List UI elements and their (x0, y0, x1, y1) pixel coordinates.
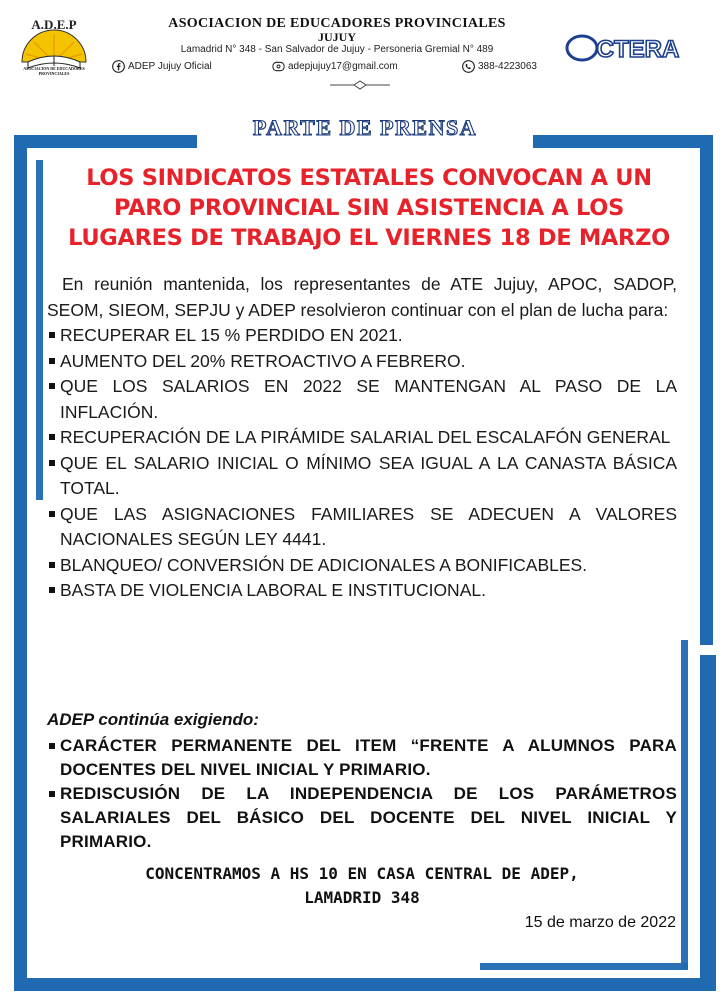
frame-right-upper (700, 135, 713, 645)
contact-phone[interactable] (462, 60, 537, 73)
divider-ornament (320, 80, 400, 90)
list-item: CARÁCTER PERMANENTE DEL ITEM “FRENTE A ALUMNOS PARA DOCENTES DEL NIVEL INICIAL Y PRIMARIO. (47, 734, 677, 782)
adep-demands-list (47, 734, 677, 854)
contact-email[interactable] (272, 60, 398, 73)
frame-left (14, 144, 27, 984)
demand-list (47, 323, 677, 604)
press-body (47, 272, 677, 604)
frame-inner-bottom-bar (480, 963, 688, 970)
logo-lettering: A.D.E.P (31, 17, 77, 32)
phone-label: 388-4223063 (478, 61, 537, 72)
frame-bottom (14, 978, 716, 991)
facebook-icon (112, 60, 125, 73)
letterhead (0, 0, 720, 100)
list-item: RECUPERAR EL 15 % PERDIDO EN 2021. (47, 323, 677, 349)
frame-inner-corner (36, 160, 43, 500)
organization-name: ASOCIACION DE EDUCADORES PROVINCIALES (168, 16, 506, 31)
ctera-logo (564, 34, 708, 62)
headline-line-3: LUGARES DE TRABAJO EL VIERNES 18 DE MARZO (68, 225, 670, 251)
headline (44, 163, 694, 253)
email-label: adepjujuy17@gmail.com (288, 61, 398, 72)
frame-top-right (533, 135, 713, 148)
document-date: 15 de marzo de 2022 (524, 914, 676, 931)
organization-city: JUJUY (318, 30, 356, 44)
list-item: QUE LAS ASIGNACIONES FAMILIARES SE ADECUEN A VALORES NACIONALES SEGÚN LEY 4441. (47, 502, 677, 553)
headline-line-1: LOS SINDICATOS ESTATALES CONVOCAN A UN (86, 165, 652, 191)
list-item: RECUPERACIÓN DE LA PIRÁMIDE SALARIAL DEL ESCALAFÓN GENERAL (47, 425, 677, 451)
closing-line-1: CONCENTRAMOS A HS 10 EN CASA CENTRAL DE ADEP, (145, 864, 579, 883)
frame-inner-bottom (681, 640, 688, 970)
email-icon (272, 60, 285, 73)
phone-icon (462, 60, 475, 73)
list-item: AUMENTO DEL 20% RETROACTIVO A FEBRERO. (47, 349, 677, 375)
demands-heading: ADEP continúa exigiendo: (47, 710, 259, 729)
list-item: BASTA DE VIOLENCIA LABORAL E INSTITUCIONAL. (47, 578, 677, 604)
list-item: QUE LOS SALARIOS EN 2022 SE MANTENGAN AL PASO DE LA INFLACIÓN. (47, 374, 677, 425)
ctera-lettering: CTERA (596, 36, 680, 62)
contact-bar (112, 60, 582, 76)
intro-paragraph: En reunión mantenida, los representantes de ATE Jujuy, APOC, SADOP, SEOM, SIEOM, SEPJU y ADEP resolvieron continuar con el plan de lucha para: (47, 274, 677, 320)
list-item: QUE EL SALARIO INICIAL O MÍNIMO SEA IGUAL A LA CANASTA BÁSICA TOTAL. (47, 451, 677, 502)
facebook-label: ADEP Jujuy Oficial (128, 61, 212, 72)
contact-facebook[interactable] (112, 60, 212, 73)
headline-line-2: PARO PROVINCIAL SIN ASISTENCIA A LOS (114, 195, 624, 221)
section-title (200, 114, 530, 140)
list-item: BLANQUEO/ CONVERSIÓN DE ADICIONALES A BONIFICABLES. (47, 553, 677, 579)
section-title-text: PARTE DE PRENSA (252, 115, 478, 140)
organization-address: Lamadrid N° 348 - San Salvador de Jujuy - Personeria Gremial N° 489 (180, 44, 494, 55)
logo-subtitle: ASOCIACION DE EDUCADORES PROVINCIALES (23, 66, 85, 76)
frame-top (14, 135, 197, 148)
closing-call (47, 862, 677, 910)
frame-right-lower (700, 655, 716, 991)
list-item: REDISCUSIÓN DE LA INDEPENDENCIA DE LOS PARÁMETROS SALARIALES DEL BÁSICO DEL DOCENTE DEL NIVEL INICIAL Y PRIMARIO. (47, 782, 677, 854)
closing-line-2: LAMADRID 348 (304, 888, 420, 907)
